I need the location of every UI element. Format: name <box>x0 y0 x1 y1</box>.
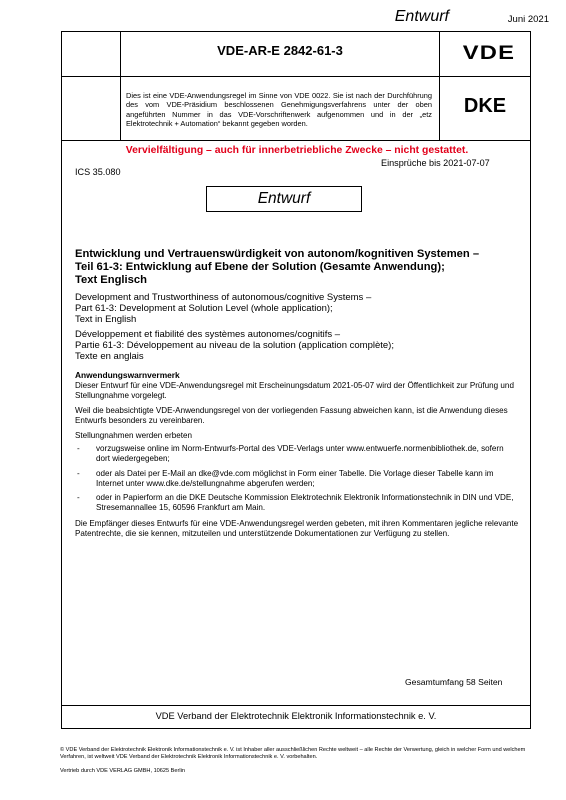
title-french <box>75 329 515 362</box>
organization-name: VDE Verband der Elektrotechnik Elektronik Informationstechnik e. V. <box>155 711 437 721</box>
left-column-divider <box>120 31 121 140</box>
application-warning-paragraph: Weil die beabsichtigte VDE-Anwendungsregel von der vorliegenden Fassung abweichen kann, ist die Anwendung dieses Entwurfs besonders zu vereinbaren. <box>75 406 508 425</box>
title-english <box>75 292 515 325</box>
bullet-item: oder in Papierform an die DKE Deutsche Kommission Elektrotechnik Elektronik Informationstechnik in DIN und VDE, Stresemannallee 15, 60596 Frankfurt am Main. <box>96 493 514 512</box>
title-page-frame <box>61 31 531 729</box>
title-french-line: Texte en anglais <box>75 351 144 362</box>
comments-requested: Stellungnahmen werden erbeten <box>75 431 192 440</box>
draft-box <box>206 186 362 212</box>
bullet-item: oder als Datei per E-Mail an dke@vde.com möglichst in Form einer Tabelle. Die Vorlage dieser Tabelle kann im Internet unter www.dke.de/stellungnahme abgerufen werden; <box>96 469 494 488</box>
bullet-marker: - <box>77 493 80 502</box>
document-number: VDE-AR-E 2842-61-3 <box>217 43 343 58</box>
application-warning-paragraph: Dieser Entwurf für eine VDE-Anwendungsregel mit Erscheinungsdatum 2021-05-07 wird der Öffentlichkeit zur Prüfung und Stellungnahme vorgelegt. <box>75 381 514 400</box>
title-english-line: Text in English <box>75 314 137 325</box>
distribution-notice: Vertrieb durch VDE VERLAG GMBH, 10625 Berlin <box>60 768 185 774</box>
ics-number: ICS 35.080 <box>75 167 121 177</box>
title-french-line: Développement et fiabilité des systèmes autonomes/cognitifs – <box>75 329 341 340</box>
title-german-line: Entwicklung und Vertrauenswürdigkeit von autonom/kognitiven Systemen – <box>75 248 480 260</box>
draft-label-top: Entwurf <box>394 8 449 25</box>
reproduction-warning: Vervielfältigung – auch für innerbetriebliche Zwecke – nicht gestattet. <box>125 145 469 156</box>
title-german <box>75 248 515 288</box>
publication-date: Juni 2021 <box>507 14 549 25</box>
bullet-item: vorzugsweise online im Norm-Entwurfs-Portal des VDE-Verlags unter www.entwuerfe.normenbibliothek.de, sofern dort wiedergegeben; <box>96 444 504 463</box>
bullet-marker: - <box>77 469 80 478</box>
objection-deadline: Einsprüche bis 2021-07-07 <box>381 158 490 168</box>
header-bottom-divider <box>61 140 531 141</box>
regulation-notice: Dies ist eine VDE-Anwendungsregel im Sinne von VDE 0022. Sie ist nach der Durchführung des vom VDE-Präsidium beschlossenen Genehmigungsverfahrens unter der oben angeführten Nummer in das VDE-Vorschriftenwerk aufgenommen und in der „etz Elektrotechnik + Automation“ bekannt gegeben worden. <box>126 91 432 129</box>
title-german-line: Teil 61-3: Entwicklung auf Ebene der Solution (Gesamte Anwendung); <box>75 261 445 274</box>
application-warning-heading: Anwendungswarnvermerk <box>75 370 180 380</box>
title-german-line: Text Englisch <box>75 274 147 287</box>
total-pages: Gesamtumfang 58 Seiten <box>405 677 503 687</box>
title-french-line: Partie 61-3: Développement au niveau de la solution (application complète); <box>75 340 394 351</box>
header-divider <box>61 76 531 77</box>
bullet-marker: - <box>77 444 80 453</box>
draft-box-label: Entwurf <box>257 190 311 207</box>
copyright-notice: © VDE Verband der Elektrotechnik Elektronik Informationstechnik e. V. ist Inhaber aller ausschließlichen Rechte weltweit – alle Rechte der Verwertung, gleich in welcher Form und welchem Verfahren, ist weltweit VDE Verband der Elektrotechnik Elektronik Informationstechnik e. V. vorbehalten. <box>60 747 526 760</box>
patent-rights-paragraph: Die Empfänger dieses Entwurfs für eine VDE-Anwendungsregel werden gebeten, mit ihren Kommentaren jegliche relevante Patentrechte, die sie kennen, mitzuteilen und unterstützende Dokumentationen zur Verfügung zu stellen. <box>75 519 519 538</box>
title-english-line: Part 61-3: Development at Solution Level (whole application); <box>75 303 333 314</box>
vde-logo: VDE <box>462 43 516 64</box>
dke-logo: DKE <box>463 95 507 117</box>
title-english-line: Development and Trustworthiness of autonomous/cognitive Systems – <box>75 292 372 303</box>
footer-divider <box>61 705 531 706</box>
